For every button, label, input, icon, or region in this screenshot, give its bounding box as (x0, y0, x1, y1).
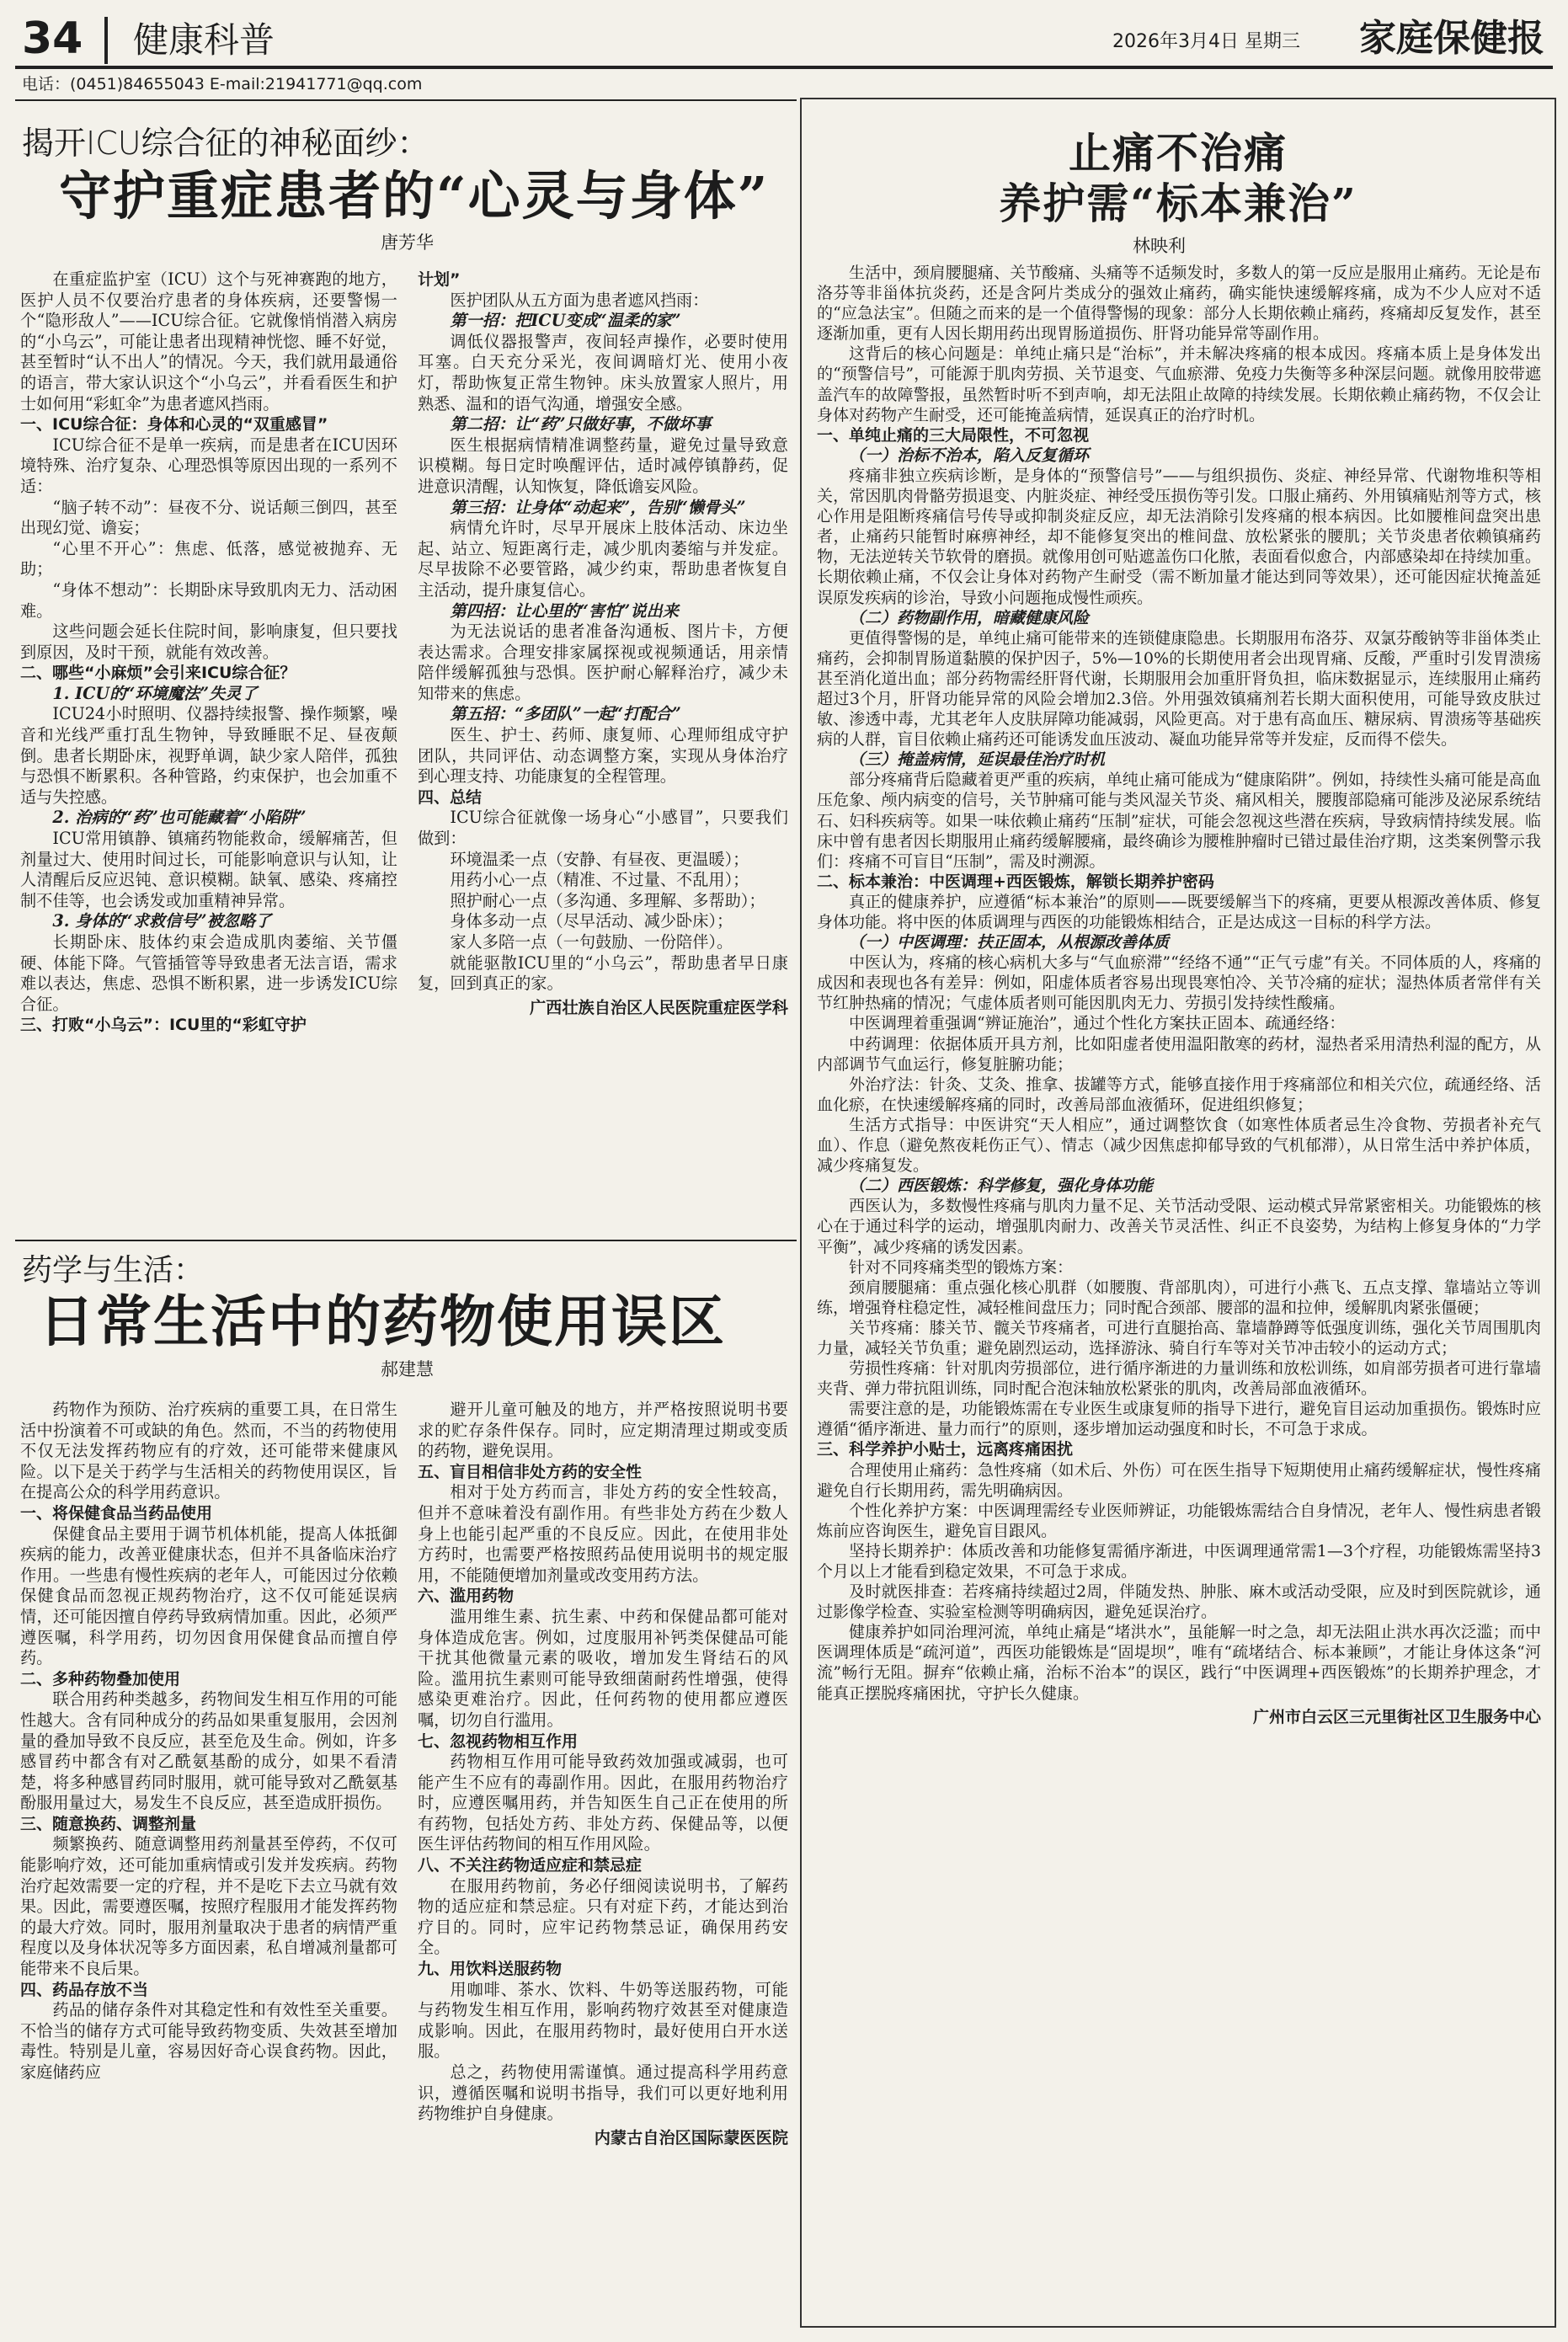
subheading: 计划” (418, 270, 461, 289)
paragraph: 需要注意的是，功能锻炼需在专业医生或康复师的指导下进行，避免盲目运动加重损伤。锻炼时应遵循“循序渐进、量力而行”的原则，逐步增加运动强度和时长，不可急于求成。 (817, 1400, 1541, 1439)
paragraph: “脑子转不动”：昼夜不分、说话颠三倒四，甚至出现幻觉、谵妄； (20, 497, 397, 538)
sub-subheading: 第五招：“多团队”一起“打配合” (450, 704, 681, 724)
paragraph: 生活中，颈肩腰腿痛、关节酸痛、头痛等不适频发时，多数人的第一反应是服用止痛药。无论是布洛芬等非甾体抗炎药，还是含阿片类成分的强效止痛药，确实能快速缓解疼痛，成为不少人应对不适的“应急法宝”。但随之而来的是一个值得警惕的现象：部分人长期依赖止痛药，疼痛却反复发作，甚至逐渐加重，更有人因长期用药出现胃肠道损伤、肝肾功能异常等副作用。 (817, 264, 1541, 344)
paragraph: 部分疼痛背后隐藏着更严重的疾病，单纯止痛可能成为“健康陷阱”。例如，持续性头痛可能是高血压危象、颅内病变的信号，关节肿痛可能与类风湿关节炎、痛风相关，腰腹部隐痛可能涉及泌尿系统结石、妇科疾病等。如果一味依赖止痛药“压制”症状，可能会忽视这些潜在疾病，导致病情持续发展。临床中曾有患者因长期服用止痛药缓解腰痛，最终确诊为腰椎肿瘤时已错过最佳治疗期，这类案例警示我们：疼痛不可盲目“压制”，需及时溯源。 (817, 771, 1541, 871)
paragraph: 劳损性疼痛：针对肌肉劳损部位，进行循序渐进的力量训练和放松训练，如肩部劳损者可进行靠墙夹背、弹力带抗阻训练，同时配合泡沫轴放松紧张的肌肉，改善局部血液循环。 (817, 1359, 1541, 1399)
paragraph: 及时就医排查：若疼痛持续超过2周，伴随发热、肿胀、麻木或活动受限，应及时到医院就诊，通过影像学检查、实验室检测等明确病因，避免延误治疗。 (817, 1582, 1541, 1622)
sub-subheading: （二）药物副作用，暗藏健康风险 (849, 608, 1090, 627)
sub-subheading: 第二招：让“药”只做好事，不做坏事 (450, 414, 712, 435)
author-affiliation: 广州市白云区三元里街社区卫生服务中心 (1252, 1707, 1541, 1726)
paragraph: 坚持长期养护：体质改善和功能修复需循序渐进，中医调理通常需1—3个疗程，功能锻炼需坚持3个月以上才能看到稳定效果，不可急于求成。 (817, 1541, 1541, 1581)
sub-subheading: 第四招：让心里的“害怕”说出来 (450, 600, 679, 621)
subheading: 五、盲目相信非处方药的安全性 (418, 1462, 643, 1481)
icu-article-title: 守护重症患者的“心灵与身体” (59, 165, 770, 227)
paragraph: 用咖啡、茶水、饮料、牛奶等送服药物，可能与药物发生相互作用，影响药物疗效甚至对健康造成影响。因此，在服用药物时，最好使用白开水送服。 (418, 1979, 788, 2062)
paragraph: ICU综合征不是单一疾病，而是患者在ICU因环境特殊、治疗复杂、心理恐惧等原因出现的一系列不适： (20, 435, 397, 496)
paragraph: 就能驱散ICU里的“小乌云”，帮助患者早日康复，回到真正的家。 (418, 952, 788, 994)
paragraph: 真正的健康养护，应遵循“标本兼治”的原则——既要缓解当下的疼痛，更要从根源改善体质、修复身体功能。将中医的体质调理与西医的功能锻炼相结合，正是达成这一目标的科学方法。 (817, 892, 1541, 931)
paragraph: 颈肩腰腿痛：重点强化核心肌群（如腰腹、背部肌肉），可进行小燕飞、五点支撑、靠墙站立等训练，增强脊柱稳定性，减轻椎间盘压力；同时配合颈部、腰部的温和拉伸，缓解肌肉紧张僵硬； (817, 1278, 1541, 1317)
paragraph: 关节疼痛：膝关节、髋关节疼痛者，可进行直腿抬高、靠墙静蹲等低强度训练，强化关节周围肌肉力量，减轻关节负重；避免剧烈运动，选择游泳、骑自行车等对关节冲击较小的运动方式； (817, 1318, 1541, 1358)
section-title: 健康科普 (133, 19, 275, 61)
subheading: 二、多种药物叠加使用 (20, 1669, 181, 1688)
drug-article-col2 (418, 1400, 788, 2326)
paragraph: 相对于处方药而言，非处方药的安全性较高，但并不意味着没有副作用。有些非处方药在少数人身上也能引起严重的不良反应。因此，在使用非处方药时，也需要严格按照药品使用说明书的规定服用，不能随便增加剂量或改变用药方法。 (418, 1482, 788, 1585)
paragraph: 中医认为，疼痛的核心病机大多与“气血瘀滞”“经络不通”“正气亏虚”有关。不同体质的人，疼痛的成因和表现也各有差异：例如，阳虚体质者容易出现畏寒怕冷、关节冷痛的症状；湿热体质者常伴有关节红肿热痛的情况；气虚体质者则可能因肌肉无力、劳损引发持续性酸痛。 (817, 953, 1541, 1013)
paragraph: “心里不开心”：焦虑、低落，感觉被抛弃、无助； (20, 538, 397, 579)
paragraph: 家人多陪一点（一句鼓励、一份陪伴）。 (450, 932, 733, 952)
paragraph: 为无法说话的患者准备沟通板、图片卡，方便表达需求。合理安排家属探视或视频通话，用亲情陪伴缓解孤独与恐惧。医护耐心解释治疗，减少未知带来的焦虑。 (418, 622, 788, 703)
sub-subheading: 第一招：把ICU变成“温柔的家” (450, 311, 681, 331)
subheading: 三、科学养护小贴士，远离疼痛困扰 (817, 1440, 1074, 1459)
sub-subheading: 第三招：让身体“动起来”，告别“懒骨头” (450, 497, 746, 517)
paragraph: 药物相互作用可能导致药效加强或减弱，也可能产生不应有的毒副作用。因此，在服用药物治疗时，应遵医嘱用药，并告知医生自己正在使用的所有药物，包括处方药、非处方药、保健品等，以便医生评估药物间的相互作用风险。 (418, 1752, 788, 1854)
subheading: 六、滥用药物 (418, 1587, 515, 1606)
contact-line: 电话：(0451)84655043 E-mail:21941771@qq.com (22, 75, 423, 93)
contact-rule (15, 99, 797, 101)
sub-subheading: （三）掩盖病情，延误最佳治疗时机 (849, 750, 1106, 770)
paragraph: 疼痛非独立疾病诊断，是身体的“预警信号”——与组织损伤、炎症、神经异常、代谢物堆积等相关，常因肌肉骨骼劳损退变、内脏炎症、神经受压损伤等引发。口服止痛药、外用镇痛贴剂等方式，核心作用是阻断疼痛信号传导或抑制炎症反应，却无法消除引发疼痛的根本病因。比如腰椎间盘突出患者，止痛药只能暂时麻痹神经，却不能修复突出的椎间盘、放松紧张的腰肌；关节炎患者依赖镇痛药物，无法逆转关节软骨的磨损。就像用创可贴遮盖伤口化脓，表面看似愈合，内部感染却在持续加重。长期依赖止痛，不仅会让身体对药物产生耐受（需不断加量才能达到同等效果），还可能因症状掩盖延误原发疾病的诊治，导致小问题拖成慢性顽疾。 (817, 466, 1541, 607)
sub-subheading: 1. ICU的“环境魔法”失灵了 (52, 683, 258, 703)
sub-subheading: （一）中医调理：扶正固本，从根源改善体质 (849, 933, 1170, 952)
paragraph: 用药小心一点（精准、不过量、不乱用）； (450, 870, 749, 890)
paragraph: 医生根据病情精准调整药量，避免过量导致意识模糊。每日定时唤醒评估，适时减停镇静药，促进意识清醒，认知恢复，降低谵妄风险。 (418, 435, 788, 496)
subheading: 二、哪些“小麻烦”会引来ICU综合征？ (20, 664, 296, 683)
paragraph: 健康养护如同治理河流，单纯止痛是“堵洪水”，虽能解一时之急，却无法阻止洪水再次泛滥；而中医调理体质是“疏河道”，西医功能锻炼是“固堤坝”，唯有“疏堵结合、标本兼顾”，才能让身体这条“河流”畅行无阻。摒弃“依赖止痛，治标不治本”的误区，践行“中医调理+西医锻炼”的长期养护理念，才能真正摆脱疼痛困扰，守护长久健康。 (817, 1623, 1541, 1703)
paragraph: 这些问题会延长住院时间，影响康复，但只要找到原因，及时干预，就能有效改善。 (20, 622, 397, 662)
article-divider (15, 1240, 797, 1241)
subheading: 八、不关注药物适应症和禁忌症 (418, 1856, 643, 1875)
icu-article-kicker: 揭开ICU综合征的神秘面纱： (22, 125, 429, 162)
drug-article-author: 郝建慧 (381, 1359, 434, 1379)
subheading: 一、单纯止痛的三大局限性，不可忽视 (817, 425, 1090, 445)
subheading: 九、用饮料送服药物 (418, 1960, 563, 1979)
paragraph: 针对不同疼痛类型的锻炼方案： (849, 1257, 1074, 1277)
author-affiliation: 广西壮族自治区人民医院重症医学科 (530, 997, 788, 1017)
paragraph: “身体不想动”：长期卧床导致肌肉无力、活动困难。 (20, 579, 397, 621)
paragraph: 更值得警惕的是，单纯止痛可能带来的连锁健康隐患。长期服用布洛芬、双氯芬酸钠等非甾体类止痛药，会抑制胃肠道黏膜的保护因子，5%—10%的长期使用者会出现胃痛、反酸，严重时引发胃溃疡甚至消化道出血；部分药物需经肝肾代谢，长期服用会加重肝肾负担，临床数据显示，连续服用止痛药超过3个月，肝肾功能异常的风险会增加2.3倍。外用强效镇痛剂若长期大面积使用，可能导致皮肤过敏、渗透中毒，尤其老年人皮肤屏障功能减弱，风险更高。对于患有高血压、糖尿病、胃溃疡等基础疾病的人群，盲目依赖止痛药还可能诱发血压波动、凝血功能异常等并发症，反而得不偿失。 (817, 628, 1541, 750)
author-affiliation: 内蒙古自治区国际蒙医医院 (594, 2127, 788, 2147)
icu-article-col1 (20, 269, 397, 1235)
paragraph: 药物作为预防、治疗疾病的重要工具，在日常生活中扮演着不可或缺的角色。然而，不当的药物使用不仅无法发挥药物应有的疗效，还可能带来健康风险。以下是关于药学与生活相关的药物使用误区，旨在提高公众的科学用药意识。 (20, 1400, 397, 1502)
drug-article-kicker: 药学与生活： (22, 1253, 205, 1288)
paragraph: 合理使用止痛药：急性疼痛（如术后、外伤）可在医生指导下短期使用止痛药缓解症状，慢性疼痛避免自行长期用药，需先明确病因。 (817, 1460, 1541, 1500)
paragraph: 医护团队从五方面为患者遮风挡雨： (450, 290, 709, 310)
paragraph: 照护耐心一点（多沟通、多理解、多帮助）； (450, 890, 765, 910)
newspaper-name: 家庭保健报 (1359, 17, 1544, 60)
sub-subheading: 2. 治病的“药”也可能藏着“小陷阱” (52, 808, 307, 828)
paragraph: 身体多动一点（尽早活动、减少卧床）； (450, 911, 733, 931)
subheading: 一、ICU综合征：身体和心灵的“双重感冒” (20, 415, 328, 435)
subheading: 七、忽视药物相互作用 (418, 1731, 579, 1751)
paragraph: ICU综合征就像一场身心“小感冒”，只要我们做到： (418, 808, 788, 849)
pain-article-title-line2: 养护需“标本兼治” (999, 179, 1357, 228)
issue-date: 2026年3月4日 星期三 (1112, 31, 1300, 52)
paragraph: 调低仪器报警声，夜间轻声操作，必要时使用耳塞。白天充分采光，夜间调暗灯光、使用小夜灯，帮助恢复正常生物钟。床头放置家人照片，用熟悉、温和的语气沟通，增强安全感。 (418, 331, 788, 413)
paragraph: 频繁换药、随意调整用药剂量甚至停药，不仅可能影响疗效，还可能加重病情或引发并发疾病。药物治疗起效需要一定的疗程，并不是吃下去立马就有效果。因此，需要遵医嘱，按照疗程服用才能发挥药物的最大疗效。同时，服用剂量取决于患者的病情严重程度以及身体状况等多方面因素，私自增减剂量都可能带来不良后果。 (20, 1834, 397, 1979)
paragraph: ICU常用镇静、镇痛药物能救命，缓解痛苦，但剂量过大、使用时间过长，可能影响意识与认知，让人清醒后反应迟钝、意识模糊。缺氧、感染、疼痛控制不佳等，也会诱发或加重精神异常。 (20, 829, 397, 910)
paragraph: 避开儿童可触及的地方，并严格按照说明书要求的贮存条件保存。同时，应定期清理过期或变质的药物，避免误用。 (418, 1400, 788, 1461)
icu-article-author: 唐芳华 (381, 232, 434, 253)
paragraph: 环境温柔一点（安静、有昼夜、更温暖）； (450, 849, 749, 869)
subheading: 四、药品存放不当 (20, 1980, 149, 1999)
subheading: 三、打败“小乌云”：ICU里的“彩虹守护 (20, 1016, 307, 1035)
paragraph: 外治疗法：针灸、艾灸、推拿、拔罐等方式，能够直接作用于疼痛部位和相关穴位，疏通经络、活血化瘀，在快速缓解疼痛的同时，改善局部血液循环，促进组织修复； (817, 1075, 1541, 1114)
page-header (15, 12, 1553, 69)
sub-subheading: 3. 身体的“求救信号”被忽略了 (52, 911, 272, 931)
paragraph: 在服用药物前，务必仔细阅读说明书，了解药物的适应症和禁忌症。只有对症下药，才能达到治疗目的。同时，应牢记药物禁忌证，确保用药安全。 (418, 1875, 788, 1958)
paragraph: 药品的储存条件对其稳定性和有效性至关重要。不恰当的储存方式可能导致药物变质、失效甚至增加毒性。特别是儿童，容易因好奇心误食药物。因此，家庭储药应 (20, 2000, 397, 2082)
paragraph: 西医认为，多数慢性疼痛与肌肉力量不足、关节活动受限、运动模式异常紧密相关。功能锻炼的核心在于通过科学的运动，增强肌肉耐力、改善关节灵活性、纠正不良姿势，为结构上修复身体的“力学平衡”，减少疼痛的诱发因素。 (817, 1197, 1541, 1256)
pain-article-author: 林映利 (1133, 236, 1186, 256)
pain-article-body (817, 263, 1541, 2318)
drug-article-col1 (20, 1400, 397, 2326)
paragraph: 总之，药物使用需谨慎。通过提高科学用药意识，遵循医嘱和说明书指导，我们可以更好地利用药物维护自身健康。 (418, 2062, 788, 2124)
paragraph: 中医调理着重强调“辨证施治”，通过个性化方案扶正固本、疏通经络： (849, 1014, 1346, 1033)
paragraph: 中药调理：依据体质开具方剂，比如阳虚者使用温阳散寒的药材，湿热者采用清热利湿的配方，从内部调节气血运行，修复脏腑功能； (817, 1034, 1541, 1074)
paragraph: 长期卧床、肢体约束会造成肌肉萎缩、关节僵硬、体能下降。气管插管等导致患者无法言语，需求难以表达，焦虑、恐惧不断积累，进一步诱发ICU综合征。 (20, 932, 397, 1014)
paragraph: 医生、护士、药师、康复师、心理师组成守护团队，共同评估、动态调整方案，实现从身体治疗到心理支持、功能康复的全程管理。 (418, 725, 788, 787)
paragraph: 个性化养护方案：中医调理需经专业医师辨证，功能锻炼需结合自身情况，老年人、慢性病患者锻炼前应咨询医生，避免盲目跟风。 (817, 1501, 1541, 1540)
paragraph: 病情允许时，尽早开展床上肢体活动、床边坐起、站立、短距离行走，减少肌肉萎缩与并发症。尽早拔除不必要管路，减少约束，帮助患者恢复自主活动，提升康复信心。 (418, 518, 788, 600)
pain-article-title-line1: 止痛不治痛 (1069, 128, 1288, 178)
subheading: 三、随意换药、调整剂量 (20, 1814, 197, 1833)
paragraph: 在重症监护室（ICU）这个与死神赛跑的地方，医护人员不仅要治疗患者的身体疾病，还要警惕一个“隐形敌人”——ICU综合征。它就像悄悄潜入病房的“小乌云”，可能让患者出现精神恍惚、睡不好觉，甚至暂时“认不出人”的情况。今天，我们就用最通俗的语言，带大家认识这个“小乌云”，并看看医生和护士如何用“彩虹伞”为患者遮风挡雨。 (20, 269, 397, 413)
page-number: 34 (22, 13, 83, 64)
subheading: 四、总结 (418, 787, 483, 807)
paragraph: 联合用药种类越多，药物间发生相互作用的可能性越大。含有同种成分的药品如果重复服用，会因剂量的叠加导致不良反应，甚至危及生命。例如，许多感冒药中都含有对乙酰氨基酚的成分，如果不看清楚，将多种感冒药同时服用，就可能导致对乙酰氨基酚服用量过大，易发生不良反应，甚至造成肝损伤。 (20, 1689, 397, 1813)
paragraph: 保健食品主要用于调节机体机能，提高人体抵御疾病的能力，改善亚健康状态，但并不具备临床治疗作用。一些患有慢性疾病的老年人，可能因过分依赖保健食品而忽视正规药物治疗，这不仅可能延误病情，还可能因擅自停药导致病情加重。因此，必须严遵医嘱，科学用药，切勿因食用保健食品而擅自停药。 (20, 1523, 397, 1668)
drug-article-title: 日常生活中的药物使用误区 (39, 1288, 726, 1354)
subheading: 二、标本兼治：中医调理+西医锻炼，解锁长期养护密码 (817, 872, 1214, 891)
paragraph: 这背后的核心问题是：单纯止痛只是“治标”，并未解决疼痛的根本成因。疼痛本质上是身体发出的“预警信号”，可能源于肌肉劳损、关节退变、气血瘀滞、免疫力失衡等多种深层问题。就像用胶带遮盖汽车的故障警报，虽然暂时听不到声响，却无法阻止故障的持续发展。长期依赖止痛药物，不仅会让身体对药物产生耐受，还可能掩盖病情，延误真正的治疗时机。 (817, 344, 1541, 424)
sub-subheading: （一）治标不治本，陷入反复循环 (849, 445, 1090, 465)
paragraph: 生活方式指导：中医讲究“天人相应”，通过调整饮食（如寒性体质者忌生冷食物、劳损者补充气血）、作息（避免熬夜耗伤正气）、情志（减少因焦虑抑郁导致的气机郁滞），从日常生活中养护体质，减少疼痛复发。 (817, 1115, 1541, 1176)
subheading: 一、将保健食品当药品使用 (20, 1503, 213, 1523)
sub-subheading: （二）西医锻炼：科学修复，强化身体功能 (849, 1176, 1154, 1196)
header-divider (104, 17, 108, 64)
paragraph: ICU24小时照明、仪器持续报警、操作频繁，噪音和光线严重打乱生物钟，导致睡眠不足、昼夜颠倒。患者长期卧床，视野单调，缺少家人陪伴，孤独与恐惧不断累积。各种管路，约束保护，也会加重不适与失控感。 (20, 704, 397, 807)
icu-article-col2 (418, 269, 788, 1235)
paragraph: 滥用维生素、抗生素、中药和保健品都可能对身体造成危害。例如，过度服用补钙类保健品可能干扰其他微量元素的吸收，增加发生肾结石的风险。滥用抗生素则可能导致细菌耐药性增强，使得感染更难治疗。因此，任何药物的使用都应遵医嘱，切勿自行滥用。 (418, 1606, 788, 1730)
